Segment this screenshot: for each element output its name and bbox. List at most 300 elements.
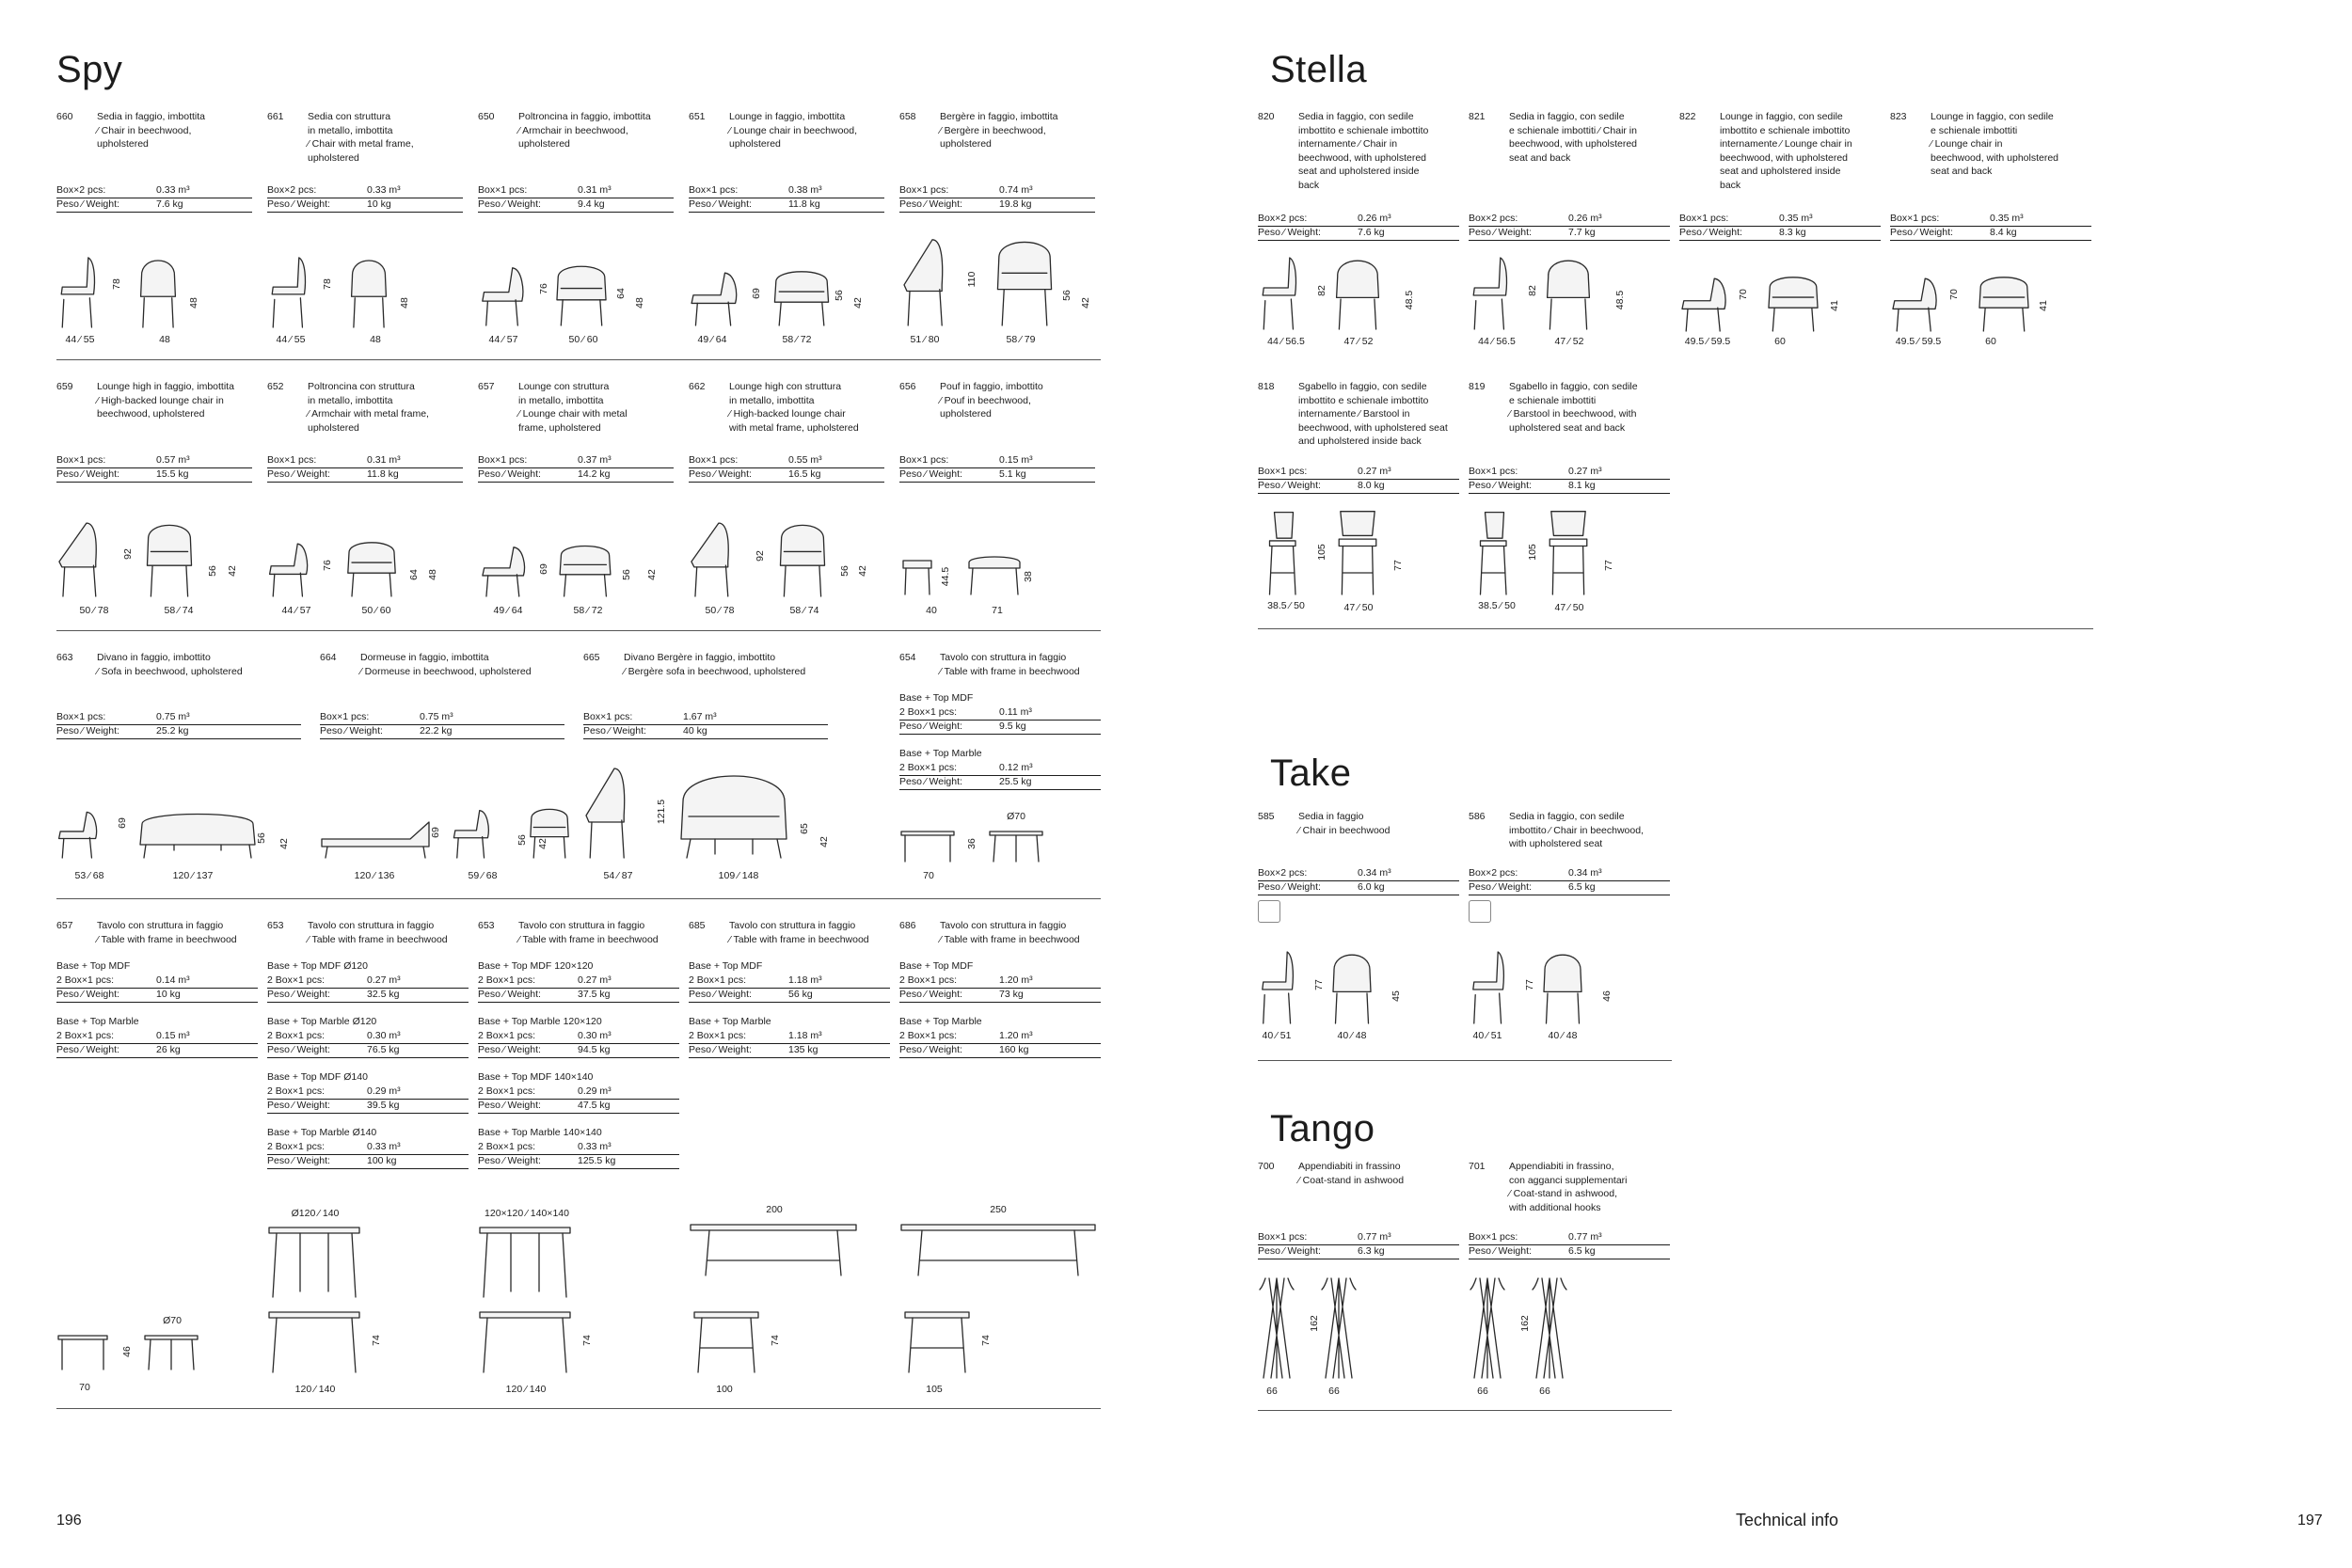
spec-group-heading: Base + Top Marble 120×120 xyxy=(478,1016,602,1027)
spec-row-box xyxy=(56,710,301,725)
spec-row-weight xyxy=(478,1043,679,1058)
spec-key: 2 Box×1 pcs: xyxy=(899,1030,957,1041)
spec-value: 0.33 m³ xyxy=(367,184,401,196)
item-code: 686 xyxy=(899,920,916,931)
side-view-drawing xyxy=(1469,254,1518,329)
spec-group-heading: Base + Top MDF Ø140 xyxy=(267,1071,368,1083)
side-view-drawing xyxy=(689,519,743,596)
spec-block xyxy=(478,110,674,221)
dimension-label: 66 xyxy=(1477,1386,1488,1397)
spec-group-heading: Base + Top MDF Ø120 xyxy=(267,960,368,972)
spec-key: Peso ⁄ Weight: xyxy=(1469,881,1532,893)
height-dimension-label: 82 xyxy=(1527,285,1538,296)
height-dimension-label: 82 xyxy=(1316,285,1327,296)
low-table-front-drawing xyxy=(988,830,1044,862)
spec-value: 0.26 m³ xyxy=(1358,213,1391,224)
side-view-drawing xyxy=(267,254,316,327)
spec-value: 0.29 m³ xyxy=(578,1085,612,1097)
height-dimension-label: 48 xyxy=(427,569,438,580)
item-code: 700 xyxy=(1258,1161,1275,1172)
spec-value: 9.5 kg xyxy=(999,721,1026,732)
side-view-drawing xyxy=(1469,508,1516,594)
height-dimension-label: 74 xyxy=(371,1335,382,1346)
spec-row-box xyxy=(56,453,252,468)
spec-key: Peso ⁄ Weight: xyxy=(56,989,119,1000)
dimension-label: Ø120 ⁄ 140 xyxy=(291,1208,340,1219)
height-dimension-label: 69 xyxy=(538,563,549,575)
spec-block xyxy=(320,651,564,748)
dimension-label: 50 ⁄ 60 xyxy=(361,605,391,616)
spec-row-weight xyxy=(1469,880,1670,895)
item-code: 659 xyxy=(56,381,73,392)
pouf-side-drawing xyxy=(901,557,933,594)
spec-value: 1.20 m³ xyxy=(999,1030,1033,1041)
height-dimension-label: 74 xyxy=(581,1335,593,1346)
spec-value: 0.34 m³ xyxy=(1358,867,1391,879)
spec-value: 25.5 kg xyxy=(999,776,1032,787)
height-dimension-label: 36 xyxy=(966,838,977,849)
item-description: Tavolo con struttura in faggio ⁄ Table with frame in beechwood xyxy=(940,652,1080,677)
spec-row-weight xyxy=(899,988,1101,1003)
spec-group-heading: Base + Top MDF xyxy=(899,692,974,704)
spec-key: Peso ⁄ Weight: xyxy=(320,725,383,736)
spec-row-box xyxy=(267,453,463,468)
spec-key: Box×1 pcs: xyxy=(478,454,528,466)
spec-value: 40 kg xyxy=(683,725,707,736)
section-divider xyxy=(1258,628,2093,629)
item-description: Sedia in faggio ⁄ Chair in beechwood xyxy=(1298,811,1391,836)
dimension-label: 60 xyxy=(1774,336,1786,347)
dimension-label: 70 xyxy=(79,1382,90,1393)
spec-row-box xyxy=(899,453,1095,468)
spec-key: Peso ⁄ Weight: xyxy=(899,721,962,732)
spec-row-weight xyxy=(689,467,884,483)
height-dimension-label: 77 xyxy=(1524,979,1535,990)
spec-row-weight xyxy=(1258,880,1459,895)
spec-key: Box×1 pcs: xyxy=(320,711,370,722)
spec-row-box xyxy=(1258,212,1459,227)
spec-block xyxy=(689,110,884,221)
side-view-drawing xyxy=(1258,254,1307,329)
small-table-side-drawing xyxy=(56,1334,109,1370)
spec-key: Peso ⁄ Weight: xyxy=(478,1100,541,1111)
spec-key: Peso ⁄ Weight: xyxy=(478,468,541,480)
spec-row-weight xyxy=(1258,226,1459,241)
spec-value: 0.33 m³ xyxy=(578,1141,612,1152)
height-dimension-label: 48 xyxy=(634,297,645,309)
item-description: Lounge high in faggio, imbottita ⁄ High-backed lounge chair in beechwood, upholstered xyxy=(97,381,234,420)
height-dimension-label: 105 xyxy=(1316,544,1327,561)
height-dimension-label: 42 xyxy=(857,565,868,577)
spec-group xyxy=(689,1015,890,1060)
height-dimension-label: 78 xyxy=(111,278,122,290)
dimension-label: Ø70 xyxy=(163,1315,182,1326)
side-view-drawing xyxy=(480,261,532,325)
spec-key: Box×1 pcs: xyxy=(1469,1231,1518,1243)
front-view-drawing xyxy=(555,542,615,596)
dimension-label: 120 ⁄ 136 xyxy=(354,870,395,881)
item-code: 823 xyxy=(1890,111,1907,122)
item-code: 818 xyxy=(1258,381,1275,392)
spec-group xyxy=(478,959,679,1005)
height-dimension-label: 46 xyxy=(121,1346,133,1357)
item-description: Sedia in faggio, con sedile imbottito ⁄ Chair in beechwood, with upholstered seat xyxy=(1509,811,1644,849)
item-description: Tavolo con struttura in faggio ⁄ Table with frame in beechwood xyxy=(940,920,1080,945)
spec-key: Peso ⁄ Weight: xyxy=(1258,227,1321,238)
spec-row-box xyxy=(320,710,564,725)
spec-row-weight xyxy=(1469,226,1670,241)
spec-value: 7.6 kg xyxy=(1358,227,1385,238)
spec-key: Peso ⁄ Weight: xyxy=(689,198,752,210)
spec-value: 1.18 m³ xyxy=(788,974,822,986)
dimension-label: 44 ⁄ 56.5 xyxy=(1267,336,1305,347)
dimension-label: 47 ⁄ 52 xyxy=(1554,336,1584,347)
spec-value: 9.4 kg xyxy=(578,198,605,210)
dimension-label: 44 ⁄ 55 xyxy=(276,334,306,345)
spec-block xyxy=(1258,110,1459,249)
spec-block xyxy=(56,651,301,748)
height-dimension-label: 41 xyxy=(1829,300,1840,311)
spec-key: 2 Box×1 pcs: xyxy=(689,1030,746,1041)
spec-key: Peso ⁄ Weight: xyxy=(1469,227,1532,238)
spec-group-heading: Base + Top Marble Ø120 xyxy=(267,1016,377,1027)
spec-group-heading: Base + Top Marble xyxy=(689,1016,771,1027)
spec-value: 32.5 kg xyxy=(367,989,400,1000)
spec-row-weight xyxy=(267,198,463,213)
spec-value: 8.1 kg xyxy=(1568,480,1596,491)
height-dimension-label: 48.5 xyxy=(1614,290,1626,310)
spec-group xyxy=(689,959,890,1005)
spec-key: 2 Box×1 pcs: xyxy=(56,1030,114,1041)
long-table-front-drawing xyxy=(903,1310,971,1372)
spec-value: 56 kg xyxy=(788,989,813,1000)
spec-value: 47.5 kg xyxy=(578,1100,611,1111)
height-dimension-label: 77 xyxy=(1313,979,1325,990)
side-view-drawing xyxy=(583,764,640,858)
spec-row-box xyxy=(267,1029,469,1044)
spec-value: 0.37 m³ xyxy=(578,454,612,466)
small-table-front-drawing xyxy=(143,1334,199,1370)
dimension-label: 58 ⁄ 74 xyxy=(164,605,194,616)
spec-row-weight xyxy=(56,1043,258,1058)
height-dimension-label: 69 xyxy=(117,817,128,829)
coat-stand-drawing xyxy=(1531,1275,1568,1378)
height-dimension-label: 76 xyxy=(538,283,549,294)
side-view-drawing xyxy=(56,807,105,858)
item-code: 660 xyxy=(56,111,73,122)
height-dimension-label: 46 xyxy=(1601,990,1613,1002)
item-description: Bergère in faggio, imbottita ⁄ Bergère in beechwood, upholstered xyxy=(940,111,1058,150)
section-divider xyxy=(56,359,1101,360)
spec-row-box xyxy=(478,1140,679,1155)
spec-row-box xyxy=(1469,1230,1670,1245)
dimension-label: 48 xyxy=(370,334,381,345)
spec-block xyxy=(267,110,463,221)
spec-group xyxy=(267,1126,469,1171)
spec-row-weight xyxy=(1469,1244,1670,1259)
spec-row-box xyxy=(583,710,828,725)
section-title-spy: Spy xyxy=(56,49,123,90)
spec-block xyxy=(56,110,252,221)
front-view-drawing xyxy=(1975,273,2033,331)
item-code: 653 xyxy=(478,920,495,931)
front-view-drawing xyxy=(552,261,611,325)
spec-row-weight xyxy=(1258,1244,1459,1259)
item-code: 820 xyxy=(1258,111,1275,122)
coat-stand-drawing xyxy=(1320,1275,1358,1378)
side-view-drawing xyxy=(267,538,316,596)
dimension-label: 49.5 ⁄ 59.5 xyxy=(1684,336,1731,347)
spec-value: 1.67 m³ xyxy=(683,711,717,722)
item-description: Appendiabiti in frassino, con agganci supplementari ⁄ Coat-stand in ashwood, with additional hooks xyxy=(1509,1161,1628,1213)
spec-value: 0.27 m³ xyxy=(1358,466,1391,477)
spec-value: 7.7 kg xyxy=(1568,227,1596,238)
spec-block xyxy=(1469,380,1670,502)
spec-key: Box×1 pcs: xyxy=(1258,466,1308,477)
section-divider xyxy=(56,1408,1101,1409)
spec-row-weight xyxy=(56,467,252,483)
spec-row-box xyxy=(689,974,890,989)
spec-group-heading: Base + Top Marble xyxy=(899,1016,982,1027)
spec-value: 6.5 kg xyxy=(1568,1245,1596,1257)
dimension-label: 50 ⁄ 78 xyxy=(705,605,735,616)
dimension-label: 51 ⁄ 80 xyxy=(910,334,940,345)
spec-key: Box×2 pcs: xyxy=(1258,867,1308,879)
spec-group xyxy=(56,959,258,1005)
height-dimension-label: 42 xyxy=(1080,297,1091,309)
item-description: Pouf in faggio, imbottito ⁄ Pouf in beechwood, upholstered xyxy=(940,381,1043,420)
item-code: 651 xyxy=(689,111,706,122)
spec-key: Peso ⁄ Weight: xyxy=(56,468,119,480)
dimension-label: 120 ⁄ 140 xyxy=(505,1384,547,1395)
height-dimension-label: 38 xyxy=(1023,571,1034,582)
spec-group xyxy=(267,959,469,1005)
footer-label: Technical info xyxy=(1736,1511,1839,1529)
spec-key: Peso ⁄ Weight: xyxy=(478,1044,541,1055)
item-description: Lounge high con struttura in metallo, imbottita ⁄ High-backed lounge chair with metal frame, upholstered xyxy=(729,381,859,434)
spec-value: 0.55 m³ xyxy=(788,454,822,466)
spec-value: 0.75 m³ xyxy=(156,711,190,722)
spec-key: Peso ⁄ Weight: xyxy=(56,1044,119,1055)
spec-value: 6.0 kg xyxy=(1358,881,1385,893)
spec-row-weight xyxy=(899,720,1101,735)
dimension-label: 250 xyxy=(990,1204,1007,1215)
spec-key: Box×2 pcs: xyxy=(56,184,106,196)
spec-row-box xyxy=(267,183,463,198)
spec-key: 2 Box×1 pcs: xyxy=(267,974,325,986)
spec-value: 0.33 m³ xyxy=(156,184,190,196)
stackable-icon xyxy=(1469,900,1491,923)
dimension-label: 120 ⁄ 137 xyxy=(172,870,214,881)
spec-row-box xyxy=(1469,465,1670,480)
spec-value: 1.20 m³ xyxy=(999,974,1033,986)
height-dimension-label: 42 xyxy=(278,838,290,849)
spec-key: Box×1 pcs: xyxy=(1258,1231,1308,1243)
item-description: Lounge in faggio, con sedile imbottito e schienale imbottito internamente ⁄ Lounge chair in beechwood, with upholstered seat and upholstered inside back xyxy=(1720,111,1852,191)
item-code: 662 xyxy=(689,381,706,392)
spec-value: 94.5 kg xyxy=(578,1044,611,1055)
spec-value: 0.77 m³ xyxy=(1358,1231,1391,1243)
side-view-drawing xyxy=(1469,948,1514,1023)
front-view-drawing xyxy=(527,805,572,858)
spec-row-box xyxy=(478,1029,679,1044)
spec-block xyxy=(267,380,463,491)
spec-row-box xyxy=(478,974,679,989)
spec-key: 2 Box×1 pcs: xyxy=(478,1085,535,1097)
item-code: 650 xyxy=(478,111,495,122)
height-dimension-label: 64 xyxy=(408,569,420,580)
spec-key: Peso ⁄ Weight: xyxy=(899,468,962,480)
spec-row-weight xyxy=(1890,226,2091,241)
spec-block xyxy=(1469,110,1670,249)
spec-block xyxy=(1258,1160,1459,1268)
spec-row-box xyxy=(478,183,674,198)
height-dimension-label: 56 xyxy=(256,832,267,844)
spec-value: 100 kg xyxy=(367,1155,397,1166)
spec-value: 0.34 m³ xyxy=(1568,867,1602,879)
item-description: Sgabello in faggio, con sedile e schienale imbottiti ⁄ Barstool in beechwood, with upholstered seat and back xyxy=(1509,381,1638,434)
height-dimension-label: 110 xyxy=(966,271,977,288)
height-dimension-label: 56 xyxy=(834,290,845,301)
dimension-label: 40 xyxy=(926,605,937,616)
item-code: 658 xyxy=(899,111,916,122)
spec-value: 0.57 m³ xyxy=(156,454,190,466)
spec-key: 2 Box×1 pcs: xyxy=(267,1085,325,1097)
coat-stand-drawing xyxy=(1258,1275,1295,1378)
section-title-stella: Stella xyxy=(1270,49,1368,90)
spec-value: 1.18 m³ xyxy=(788,1030,822,1041)
item-description: Tavolo con struttura in faggio ⁄ Table with frame in beechwood xyxy=(97,920,237,945)
item-code: 822 xyxy=(1679,111,1696,122)
height-dimension-label: 48 xyxy=(399,297,410,309)
height-dimension-label: 77 xyxy=(1603,560,1614,571)
bergere-sofa-drawing xyxy=(677,764,790,858)
front-view-drawing xyxy=(993,235,1057,325)
spec-value: 0.27 m³ xyxy=(367,974,401,986)
item-code: 821 xyxy=(1469,111,1486,122)
spec-key: Peso ⁄ Weight: xyxy=(56,198,119,210)
round-table-top-drawing xyxy=(267,1226,361,1297)
spec-row-box xyxy=(56,974,258,989)
dimension-label: 49 ⁄ 64 xyxy=(493,605,523,616)
side-view-drawing xyxy=(56,519,111,596)
spec-key: Peso ⁄ Weight: xyxy=(267,1044,330,1055)
height-dimension-label: 45 xyxy=(1391,990,1402,1002)
spec-key: Peso ⁄ Weight: xyxy=(267,468,330,480)
spec-row-box xyxy=(56,183,252,198)
item-description: Lounge in faggio, imbottita ⁄ Lounge chair in beechwood, upholstered xyxy=(729,111,858,150)
height-dimension-label: 42 xyxy=(646,569,658,580)
spec-value: 37.5 kg xyxy=(578,989,611,1000)
front-view-drawing xyxy=(1539,948,1586,1023)
dimension-label: 50 ⁄ 60 xyxy=(568,334,598,345)
spec-row-weight xyxy=(267,1154,469,1169)
height-dimension-label: 69 xyxy=(430,827,441,838)
dimension-label: 38.5 ⁄ 50 xyxy=(1478,600,1516,611)
side-view-drawing xyxy=(56,254,105,327)
height-dimension-label: 44.5 xyxy=(940,566,951,587)
spec-value: 11.8 kg xyxy=(367,468,399,480)
item-description: Dormeuse in faggio, imbottita ⁄ Dormeuse in beechwood, upholstered xyxy=(360,652,532,677)
dimension-label: 47 ⁄ 50 xyxy=(1554,602,1584,613)
spec-key: Peso ⁄ Weight: xyxy=(583,725,646,736)
spec-value: 0.27 m³ xyxy=(1568,466,1602,477)
spec-key: Box×1 pcs: xyxy=(267,454,317,466)
item-description: Lounge in faggio, con sedile e schienale imbottiti ⁄ Lounge chair in beechwood, with upholstered seat and back xyxy=(1931,111,2059,177)
spec-key: Peso ⁄ Weight: xyxy=(899,1044,962,1055)
spec-value: 0.26 m³ xyxy=(1568,213,1602,224)
dimension-label: 120×120 ⁄ 140×140 xyxy=(485,1208,569,1219)
spec-key: Peso ⁄ Weight: xyxy=(1679,227,1742,238)
spec-group xyxy=(899,959,1101,1005)
front-view-drawing xyxy=(343,538,400,596)
spec-row-box xyxy=(899,974,1101,989)
spec-key: Peso ⁄ Weight: xyxy=(1258,1245,1321,1257)
spec-key: Peso ⁄ Weight: xyxy=(478,198,541,210)
item-description: Sedia in faggio, con sedile e schienale imbottiti ⁄ Chair in beechwood, with upholstered seat and back xyxy=(1509,111,1638,164)
dimension-label: 71 xyxy=(992,605,1003,616)
spec-row-box xyxy=(1258,866,1459,881)
long-table-side-drawing xyxy=(899,1223,1097,1275)
spec-block xyxy=(1469,810,1670,904)
stackable-icon xyxy=(1258,900,1280,923)
spec-value: 0.15 m³ xyxy=(999,454,1033,466)
spec-key: Peso ⁄ Weight: xyxy=(1890,227,1953,238)
spec-row-box xyxy=(1890,212,2091,227)
spec-group xyxy=(267,1070,469,1116)
height-dimension-label: 65 xyxy=(799,823,810,834)
spec-value: 0.30 m³ xyxy=(367,1030,401,1041)
spec-group xyxy=(899,691,1101,736)
front-view-drawing xyxy=(136,254,180,327)
item-code: 654 xyxy=(899,652,916,663)
dimension-label: 70 xyxy=(923,870,934,881)
spec-group-heading: Base + Top MDF xyxy=(56,960,131,972)
spec-key: Peso ⁄ Weight: xyxy=(689,468,752,480)
front-view-drawing xyxy=(1764,273,1822,331)
dimension-label: 47 ⁄ 50 xyxy=(1343,602,1374,613)
spec-group xyxy=(478,1070,679,1116)
spec-value: 7.6 kg xyxy=(156,198,183,210)
spec-row-box xyxy=(1469,866,1670,881)
side-view-drawing xyxy=(901,235,958,325)
side-view-drawing xyxy=(1890,273,1947,331)
height-dimension-label: 162 xyxy=(1519,1315,1531,1332)
spec-key: 2 Box×1 pcs: xyxy=(267,1030,325,1041)
item-code: 585 xyxy=(1258,811,1275,822)
dimension-label: 105 xyxy=(926,1384,943,1395)
height-dimension-label: 42 xyxy=(227,565,238,577)
spec-value: 39.5 kg xyxy=(367,1100,400,1111)
spec-row-weight xyxy=(1679,226,1881,241)
spec-key: Box×1 pcs: xyxy=(583,711,633,722)
sofa-front-drawing xyxy=(136,807,259,858)
spec-row-box xyxy=(1258,1230,1459,1245)
item-description: Sgabello in faggio, con sedile imbottito e schienale imbottito internamente ⁄ Barstool in beechwood, with upholstered seat and upholstered inside back xyxy=(1298,381,1448,447)
spec-value: 0.75 m³ xyxy=(420,711,453,722)
height-dimension-label: 77 xyxy=(1392,560,1404,571)
spec-value: 135 kg xyxy=(788,1044,818,1055)
spec-value: 10 kg xyxy=(367,198,391,210)
spec-row-weight xyxy=(478,1099,679,1114)
spec-key: Box×2 pcs: xyxy=(1469,867,1518,879)
spec-key: Box×1 pcs: xyxy=(1890,213,1940,224)
dimension-label: 60 xyxy=(1985,336,1996,347)
spec-value: 0.15 m³ xyxy=(156,1030,190,1041)
spec-group xyxy=(478,1126,679,1171)
spec-block xyxy=(478,380,674,491)
height-dimension-label: 56 xyxy=(1061,290,1073,301)
